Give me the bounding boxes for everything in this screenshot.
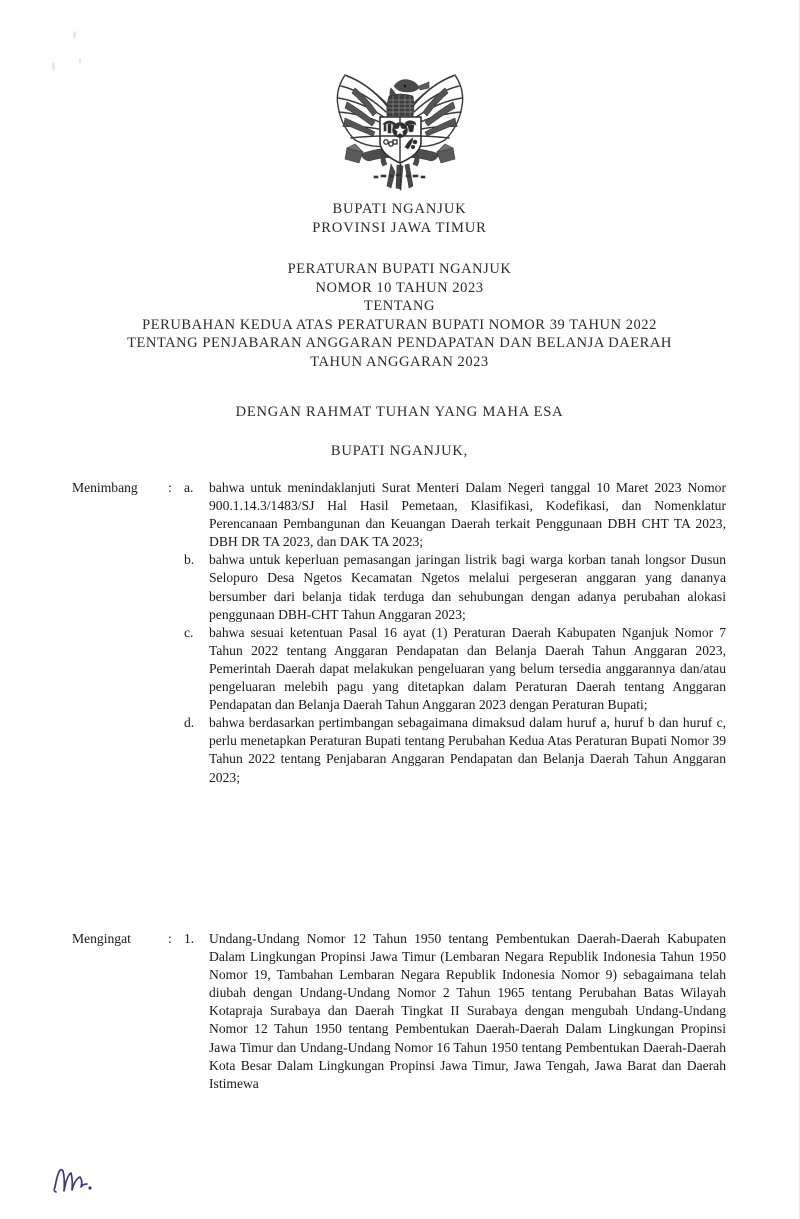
legal-basis-section — [72, 930, 726, 1093]
blessing-text: DENGAN RAHMAT TUHAN YANG MAHA ESA — [235, 404, 564, 420]
legal-basis-item-1 — [72, 930, 726, 1093]
title-line-5: TENTANG PENJABARAN ANGGARAN PENDAPATAN DAN BELANJA DAERAH — [127, 335, 672, 352]
consideration-item-b — [72, 551, 726, 623]
regulation-title — [0, 260, 799, 372]
item-marker: c. — [184, 624, 194, 640]
title-line-3: TENTANG — [363, 298, 436, 315]
item-text: bahwa sesuai ketentuan Pasal 16 ayat (1) Peraturan Daerah Kabupaten Nganjuk Nomor 7 Tahun 2022 tentang Anggaran Pendapatan dan Belanja Daerah Tahun Anggaran 2023, Pemerintah Daerah dapat melakukan pengeluaran yang belum tersedia anggarannya dan/atau pengeluaran melebih pagu yang ditetapkan dalam Peraturan Daerah tentang Anggaran Pendapatan dan Belanja Daerah Tahun Anggaran 2023 dengan Peraturan Bupati; — [209, 624, 726, 713]
title-line-6: TAHUN ANGGARAN 2023 — [310, 353, 489, 370]
emblem-container — [0, 68, 799, 196]
garuda-pancasila-emblem — [325, 68, 475, 196]
item-marker: 1. — [184, 931, 195, 946]
signer-heading: BUPATI NGANJUK, — [330, 443, 469, 459]
item-text: bahwa berdasarkan pertimbangan sebagaimana dimaksud dalam huruf a, huruf b dan huruf c, perlu menetapkan Peraturan Bupati tentang Perubahan Kedua Atas Peraturan Bupati Nomor 39 Tahun 2022 tentang Penjabaran Anggaran Pendapatan dan Belanja Daerah Tahun Anggaran 2023; — [209, 715, 726, 785]
handwritten-initial-mark — [47, 1157, 111, 1205]
consideration-item-d — [72, 714, 726, 786]
considerations-section — [72, 479, 726, 787]
item-marker: a. — [184, 480, 194, 495]
title-line-1: PERATURAN BUPATI NGANJUK — [287, 261, 512, 277]
legal-basis-label: Mengingat — [72, 931, 131, 946]
legal-basis-colon: : — [168, 931, 172, 946]
office-line-1: BUPATI NGANJUK — [332, 201, 467, 217]
scan-speck — [79, 58, 81, 64]
scan-speck — [73, 31, 76, 39]
consideration-item-a — [72, 479, 726, 551]
item-text: Undang-Undang Nomor 12 Tahun 1950 tentang Pembentukan Daerah-Daerah Kabupaten Dalam Lingkungan Propinsi Jawa Timur (Lembaran Negara Republik Indonesia Tahun 1950 Nomor 19, Tambahan Lembaran Negara Republik Indonesia Nomor 9) sebagaimana telah diubah dengan Undang-Undang Nomor 2 Tahun 1965 tentang Perubahan Batas Wilayah Kotapraja Surabaya dan Daerah Tingkat II Surabaya dengan mengubah Undang-Undang Nomor 12 Tahun 1950 tentang Pembentukan Daerah-Daerah Dalam Lingkungan Propinsi Jawa Timur dan Undang-Undang Nomor 16 Tahun 1950 tentang Pembentukan Daerah-Daerah Kota Besar Dalam Lingkungan Propinsi Jawa Timur, Jawa Tengah, Jawa Barat dan Daerah Istimewa — [209, 931, 726, 1091]
office-heading — [0, 200, 799, 238]
title-line-2: NOMOR 10 TAHUN 2023 — [315, 279, 484, 296]
considerations-colon: : — [168, 480, 172, 495]
office-line-2: PROVINSI JAWA TIMUR — [312, 220, 487, 236]
item-text: bahwa untuk menindaklanjuti Surat Menteri Dalam Negeri tanggal 10 Maret 2023 Nomor 900.1.14.3/1483/SJ Hal Hasil Pemetaan, Klasifikasi, Kodefikasi, dan Nomenklatur Perencanaan Pembangunan dan Keuangan Daerah terkait Penggunaan DBH CHT TA 2023, DBH DR TA 2023, dan DAK TA 2023; — [209, 480, 726, 550]
item-text: bahwa untuk keperluan pemasangan jaringan listrik bagi warga korban tanah longsor Dusun Selopuro Desa Ngetos Kecamatan Ngetos melalui pergeseran anggaran yang dananya bersumber dari belanja tidak terduga dan sehubungan dengan adanya perubahan alokasi penggunaan DBH-CHT Tahun Anggaran 2023; — [209, 552, 726, 622]
item-marker: d. — [184, 715, 195, 731]
consideration-item-c — [72, 624, 726, 714]
considerations-label: Menimbang — [72, 480, 138, 495]
item-marker: b. — [184, 552, 195, 568]
title-line-4: PERUBAHAN KEDUA ATAS PERATURAN BUPATI NOMOR 39 TAHUN 2022 — [142, 316, 657, 333]
